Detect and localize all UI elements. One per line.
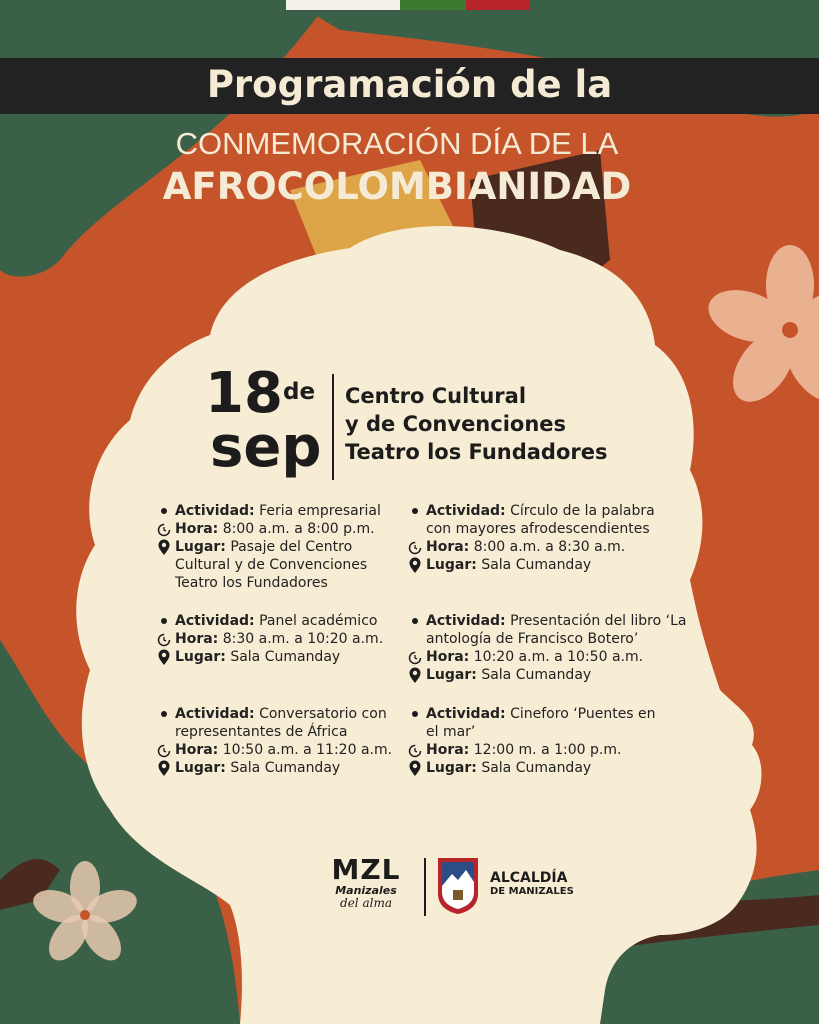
activity-row	[155, 502, 390, 520]
venue-line-3: Teatro los Fundadores	[345, 440, 608, 464]
activity-row	[406, 612, 696, 648]
time-row	[155, 520, 390, 538]
activity-time: 12:00 m. a 1:00 p.m.	[473, 742, 622, 758]
activity-5	[155, 705, 405, 777]
flag-strip-green	[400, 0, 466, 10]
activity-place: Sala Cumanday	[481, 760, 592, 776]
page-title: Programación de la	[206, 63, 613, 106]
location-pin-icon	[408, 759, 422, 777]
place-label: Lugar:	[175, 539, 226, 555]
time-row	[155, 630, 400, 648]
activity-place: Sala Cumanday	[230, 760, 341, 776]
time-row	[155, 741, 405, 759]
time-label: Hora:	[175, 742, 219, 758]
mzl-logo-line1: Manizales	[335, 884, 397, 897]
time-label: Hora:	[426, 539, 470, 555]
location-pin-icon	[408, 666, 422, 684]
bullet-dot-icon	[408, 502, 422, 520]
date-month: sep	[210, 415, 322, 480]
activity-label: Actividad:	[175, 613, 255, 629]
activity-label: Actividad:	[175, 706, 255, 722]
activity-name: Panel académico	[259, 613, 378, 629]
date-day: 18	[205, 361, 283, 426]
activity-row	[406, 705, 656, 741]
location-pin-icon	[157, 648, 171, 666]
mzl-logo	[318, 853, 414, 910]
bullet-dot-icon	[157, 502, 171, 520]
bullet-dot-icon	[157, 612, 171, 630]
subtitle-line-1: CONMEMORACIÓN DÍA DE LA	[175, 126, 619, 161]
place-row	[406, 666, 696, 684]
place-row	[406, 759, 656, 777]
activity-3	[155, 612, 400, 666]
clock-icon	[157, 630, 171, 648]
venue-line-2: y de Convenciones	[345, 412, 567, 436]
activity-row	[155, 612, 400, 630]
place-row	[155, 538, 390, 592]
alcaldia-line2: DE MANIZALES	[490, 886, 574, 897]
activity-time: 8:00 a.m. a 8:00 p.m.	[222, 521, 375, 537]
clock-icon	[408, 538, 422, 556]
place-row	[406, 556, 678, 574]
activity-label: Actividad:	[426, 613, 506, 629]
activity-row	[406, 502, 678, 538]
place-label: Lugar:	[175, 649, 226, 665]
date-divider	[332, 374, 334, 480]
activity-place: Sala Cumanday	[481, 557, 592, 573]
activity-name: Feria empresarial	[259, 503, 381, 519]
alcaldia-line1: ALCALDÍA	[490, 870, 568, 886]
logo-divider	[424, 858, 426, 916]
activity-name: Presentación del libro ‘La antología de Francisco Botero’	[426, 613, 687, 647]
alcaldia-logo	[490, 870, 574, 898]
place-label: Lugar:	[426, 557, 477, 573]
time-label: Hora:	[426, 649, 470, 665]
place-row	[155, 759, 405, 777]
time-label: Hora:	[175, 631, 219, 647]
activity-6	[406, 705, 656, 777]
clock-icon	[157, 520, 171, 538]
flag-strip-red	[466, 0, 530, 10]
venue-line-1: Centro Cultural	[345, 384, 527, 408]
activity-1	[155, 502, 390, 592]
time-row	[406, 648, 696, 666]
place-label: Lugar:	[426, 760, 477, 776]
venue-block	[345, 382, 607, 466]
time-label: Hora:	[426, 742, 470, 758]
subtitle-line-2: AFROCOLOMBIANIDAD	[162, 165, 632, 208]
activity-place: Sala Cumanday	[481, 667, 592, 683]
date-de: de	[283, 379, 316, 405]
activity-name: Cineforo ‘Puentes en el mar’	[426, 706, 656, 740]
place-label: Lugar:	[426, 667, 477, 683]
bullet-dot-icon	[408, 705, 422, 723]
activity-time: 10:50 a.m. a 11:20 a.m.	[222, 742, 393, 758]
shield-icon	[436, 856, 480, 916]
time-row	[406, 538, 678, 556]
flag-strip-white	[286, 0, 400, 10]
mzl-logo-line2: del alma	[340, 896, 392, 910]
activity-time: 10:20 a.m. a 10:50 a.m.	[473, 649, 644, 665]
activity-place: Pasaje del Centro Cultural y de Convenciones Teatro los Fundadores	[175, 539, 368, 591]
activity-name: Círculo de la palabra con mayores afrodescendientes	[426, 503, 655, 537]
activity-place: Sala Cumanday	[230, 649, 341, 665]
flower-icon-right	[702, 245, 819, 413]
activity-2	[406, 502, 678, 574]
clock-icon	[408, 741, 422, 759]
time-row	[406, 741, 656, 759]
time-label: Hora:	[175, 521, 219, 537]
bullet-dot-icon	[408, 612, 422, 630]
clock-icon	[408, 648, 422, 666]
activity-name: Conversatorio con representantes de África	[175, 706, 387, 740]
location-pin-icon	[157, 759, 171, 777]
bullet-dot-icon	[157, 705, 171, 723]
activity-time: 8:30 a.m. a 10:20 a.m.	[222, 631, 384, 647]
location-pin-icon	[157, 538, 171, 556]
activity-time: 8:00 a.m. a 8:30 a.m.	[473, 539, 626, 555]
place-row	[155, 648, 400, 666]
activity-label: Actividad:	[426, 706, 506, 722]
mzl-logo-text: MZL	[331, 853, 401, 886]
activity-row	[155, 705, 405, 741]
place-label: Lugar:	[175, 760, 226, 776]
clock-icon	[157, 741, 171, 759]
activity-label: Actividad:	[175, 503, 255, 519]
location-pin-icon	[408, 556, 422, 574]
activity-label: Actividad:	[426, 503, 506, 519]
activity-4	[406, 612, 696, 684]
